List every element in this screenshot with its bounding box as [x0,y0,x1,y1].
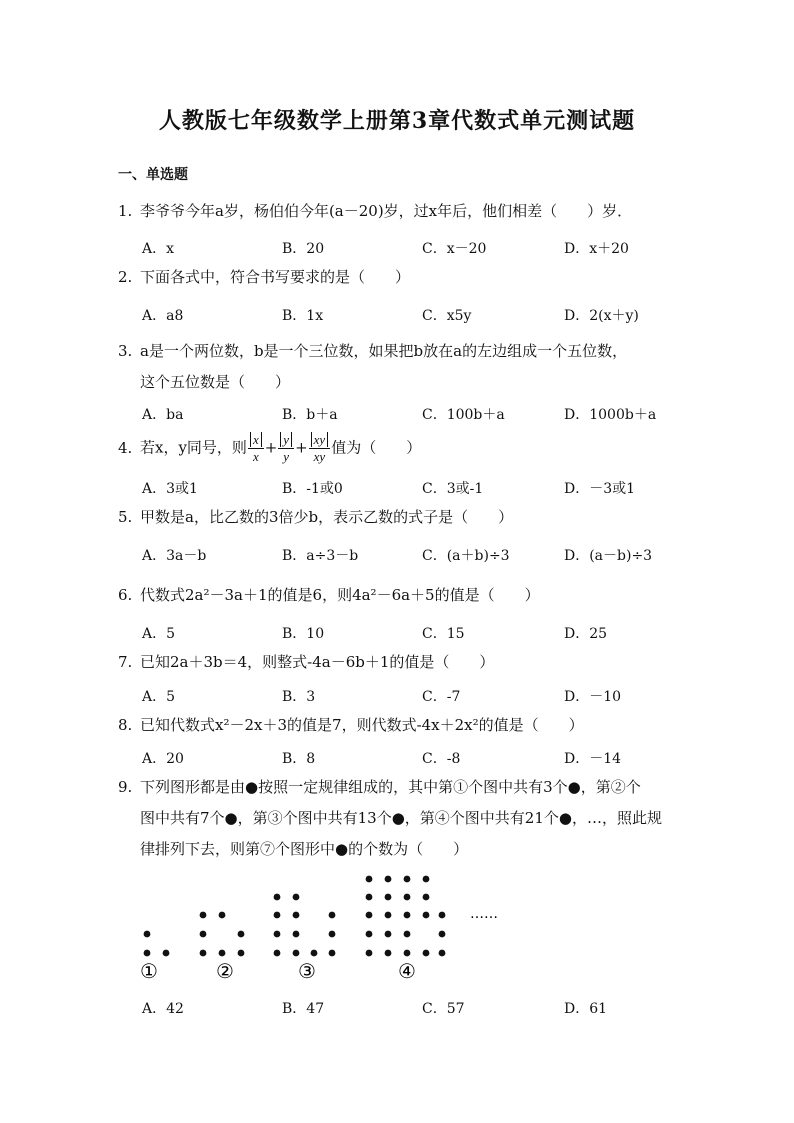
dot [385,912,392,919]
fraction-3 [309,432,331,465]
option-a[interactable]: A．a8 [142,308,184,324]
dot [366,912,373,919]
dot [385,931,392,938]
fraction-1 [248,432,264,465]
dot [366,894,373,901]
dot [200,912,207,919]
dot [293,894,300,901]
option-b[interactable]: B．20 [282,241,325,257]
option-b[interactable]: B．8 [282,751,316,767]
dot [366,931,373,938]
dot [274,912,281,919]
question-6 [118,580,698,611]
option-c[interactable]: C．x－20 [422,241,487,257]
option-c[interactable]: C．100b＋a [422,407,505,423]
question-number: 9. [118,778,133,796]
option-c[interactable]: C．15 [422,626,465,642]
question-stem: 已知代数式x²－2x＋3的值是7，则代数式-4x＋2x²的值是（ ） [140,716,584,734]
option-d[interactable]: D．2(x＋y) [564,308,639,324]
question-7 [118,647,698,678]
option-a[interactable]: A．3或1 [142,481,198,497]
dot [385,876,392,883]
dot [219,950,226,957]
option-d[interactable]: D．25 [564,626,608,642]
figure-label-4: ④ [398,959,416,983]
question-number: 7. [118,653,133,671]
figure-label-2: ② [216,959,234,983]
dot [404,912,411,919]
question-number: 2. [118,268,133,286]
dot [423,950,430,957]
question-number: 3. [118,342,133,360]
option-d[interactable]: D．－3或1 [564,481,636,497]
option-d[interactable]: D．－14 [564,751,622,767]
option-d[interactable]: D．1000b＋a [564,407,657,423]
option-b[interactable]: B．-1或0 [282,481,343,497]
dot [274,950,281,957]
question-stem: 李爷爷今年a岁，杨伯伯今年(a－20)岁，过x年后，他们相差（ ）岁． [140,202,633,220]
dot [366,950,373,957]
question-stem-line-3: 律排列下去，则第⑦个图形中●的个数为（ ） [140,840,469,858]
question-stem: 代数式2a²－3a＋1的值是6，则4a²－6a＋5的值是（ ） [140,586,540,604]
figure-3 [274,894,336,957]
dot [238,950,245,957]
question-stem: 甲数是a，比乙数的3倍少b，表示乙数的式子是（ ） [140,508,514,526]
dot [200,950,207,957]
question-stem: a是一个两位数，b是一个三位数，如果把b放在a的左边组成一个五位数， [140,342,628,360]
dot [385,950,392,957]
option-d[interactable]: D．61 [564,1001,608,1017]
question-stem-end: 值为（ ） [331,438,422,457]
question-number: 5. [118,508,133,526]
dot [219,912,226,919]
option-a[interactable]: A．3a－b [142,548,207,564]
question-stem: 下列图形都是由●按照一定规律组成的，其中第①个图中共有3个●，第②个 [140,778,641,796]
question-number: 4. [118,438,133,457]
fraction-numerator: xy [311,432,329,447]
question-3 [118,336,698,398]
option-c[interactable]: C．(a＋b)÷3 [422,548,510,564]
question-4: 4. 若x，y同号，则 $\frac{x}{x}$ + $\frac{y}{y}$ + $\frac{xy}{xy}$ 值为（ ） [118,432,422,464]
question-stem: 若x，y同号，则 [140,438,247,457]
figure-2 [200,912,245,957]
dot [163,950,170,957]
dot [439,931,446,938]
dot [329,912,336,919]
fraction-numerator: x [250,432,262,447]
dot [423,876,430,883]
option-a[interactable]: A．x [142,241,175,257]
option-a[interactable]: A．5 [142,689,176,705]
dot [200,931,207,938]
figure-label-3: ③ [298,959,316,983]
dot [329,950,336,957]
dot-pattern-figure [130,868,530,988]
question-number: 6. [118,586,133,604]
option-d[interactable]: D．－10 [564,689,622,705]
fraction-denominator: x [252,449,259,464]
dot [274,894,281,901]
option-b[interactable]: B．10 [282,626,325,642]
fraction-denominator: xy [313,449,326,464]
section-heading: 一、单选题 [118,167,188,183]
dot [144,931,151,938]
question-8 [118,710,698,741]
option-b[interactable]: B．b＋a [282,407,338,423]
option-b[interactable]: B．a÷3－b [282,548,359,564]
option-b[interactable]: B．3 [282,689,316,705]
dot [404,876,411,883]
option-c[interactable]: C．x5y [422,308,472,324]
figure-1 [144,931,170,957]
figure-label-1: ① [140,959,158,983]
question-stem-line-2: 图中共有7个●，第③个图中共有13个●，第④个图中共有21个●，…，照此规 [140,809,662,827]
dot [439,950,446,957]
dot [329,931,336,938]
figure-4 [366,876,446,957]
dot [423,894,430,901]
dot [144,950,151,957]
question-number: 8. [118,716,133,734]
option-a[interactable]: A．20 [142,751,184,767]
dot [404,894,411,901]
option-d[interactable]: D．(a－b)÷3 [564,548,653,564]
dot [311,950,318,957]
question-number: 1. [118,202,133,220]
dot [423,912,430,919]
option-a[interactable]: A．5 [142,626,176,642]
question-1 [118,196,698,227]
fraction-denominator: y [283,449,290,464]
question-2 [118,262,698,293]
question-stem: 下面各式中，符合书写要求的是（ ） [140,268,411,286]
page-title: 人教版七年级数学上册第3章代数式单元测试题 [158,108,636,134]
option-b[interactable]: B．47 [282,1001,325,1017]
dot [404,931,411,938]
option-d[interactable]: D．x＋20 [564,241,629,257]
option-a[interactable]: A．ba [142,407,184,423]
option-c[interactable]: C．-8 [422,751,461,767]
dot [439,912,446,919]
option-c[interactable]: C．-7 [422,689,461,705]
dot [404,950,411,957]
dot [274,931,281,938]
question-9 [118,772,698,865]
dot [293,950,300,957]
question-stem: 已知2a＋3b＝4，则整式-4a－6b＋1的值是（ ） [140,653,495,671]
question-stem-line-2: 这个五位数是（ ） [140,373,291,391]
fraction-2 [278,432,294,465]
option-a[interactable]: A．42 [142,1001,184,1017]
option-c[interactable]: C．3或-1 [422,481,484,497]
dot [293,912,300,919]
option-c[interactable]: C．57 [422,1001,465,1017]
fraction-numerator: y [280,432,292,447]
question-5 [118,502,698,533]
dot [238,931,245,938]
option-b[interactable]: B．1x [282,308,324,324]
ellipsis: …… [470,906,498,922]
dot [366,876,373,883]
dot [385,894,392,901]
dot [293,931,300,938]
